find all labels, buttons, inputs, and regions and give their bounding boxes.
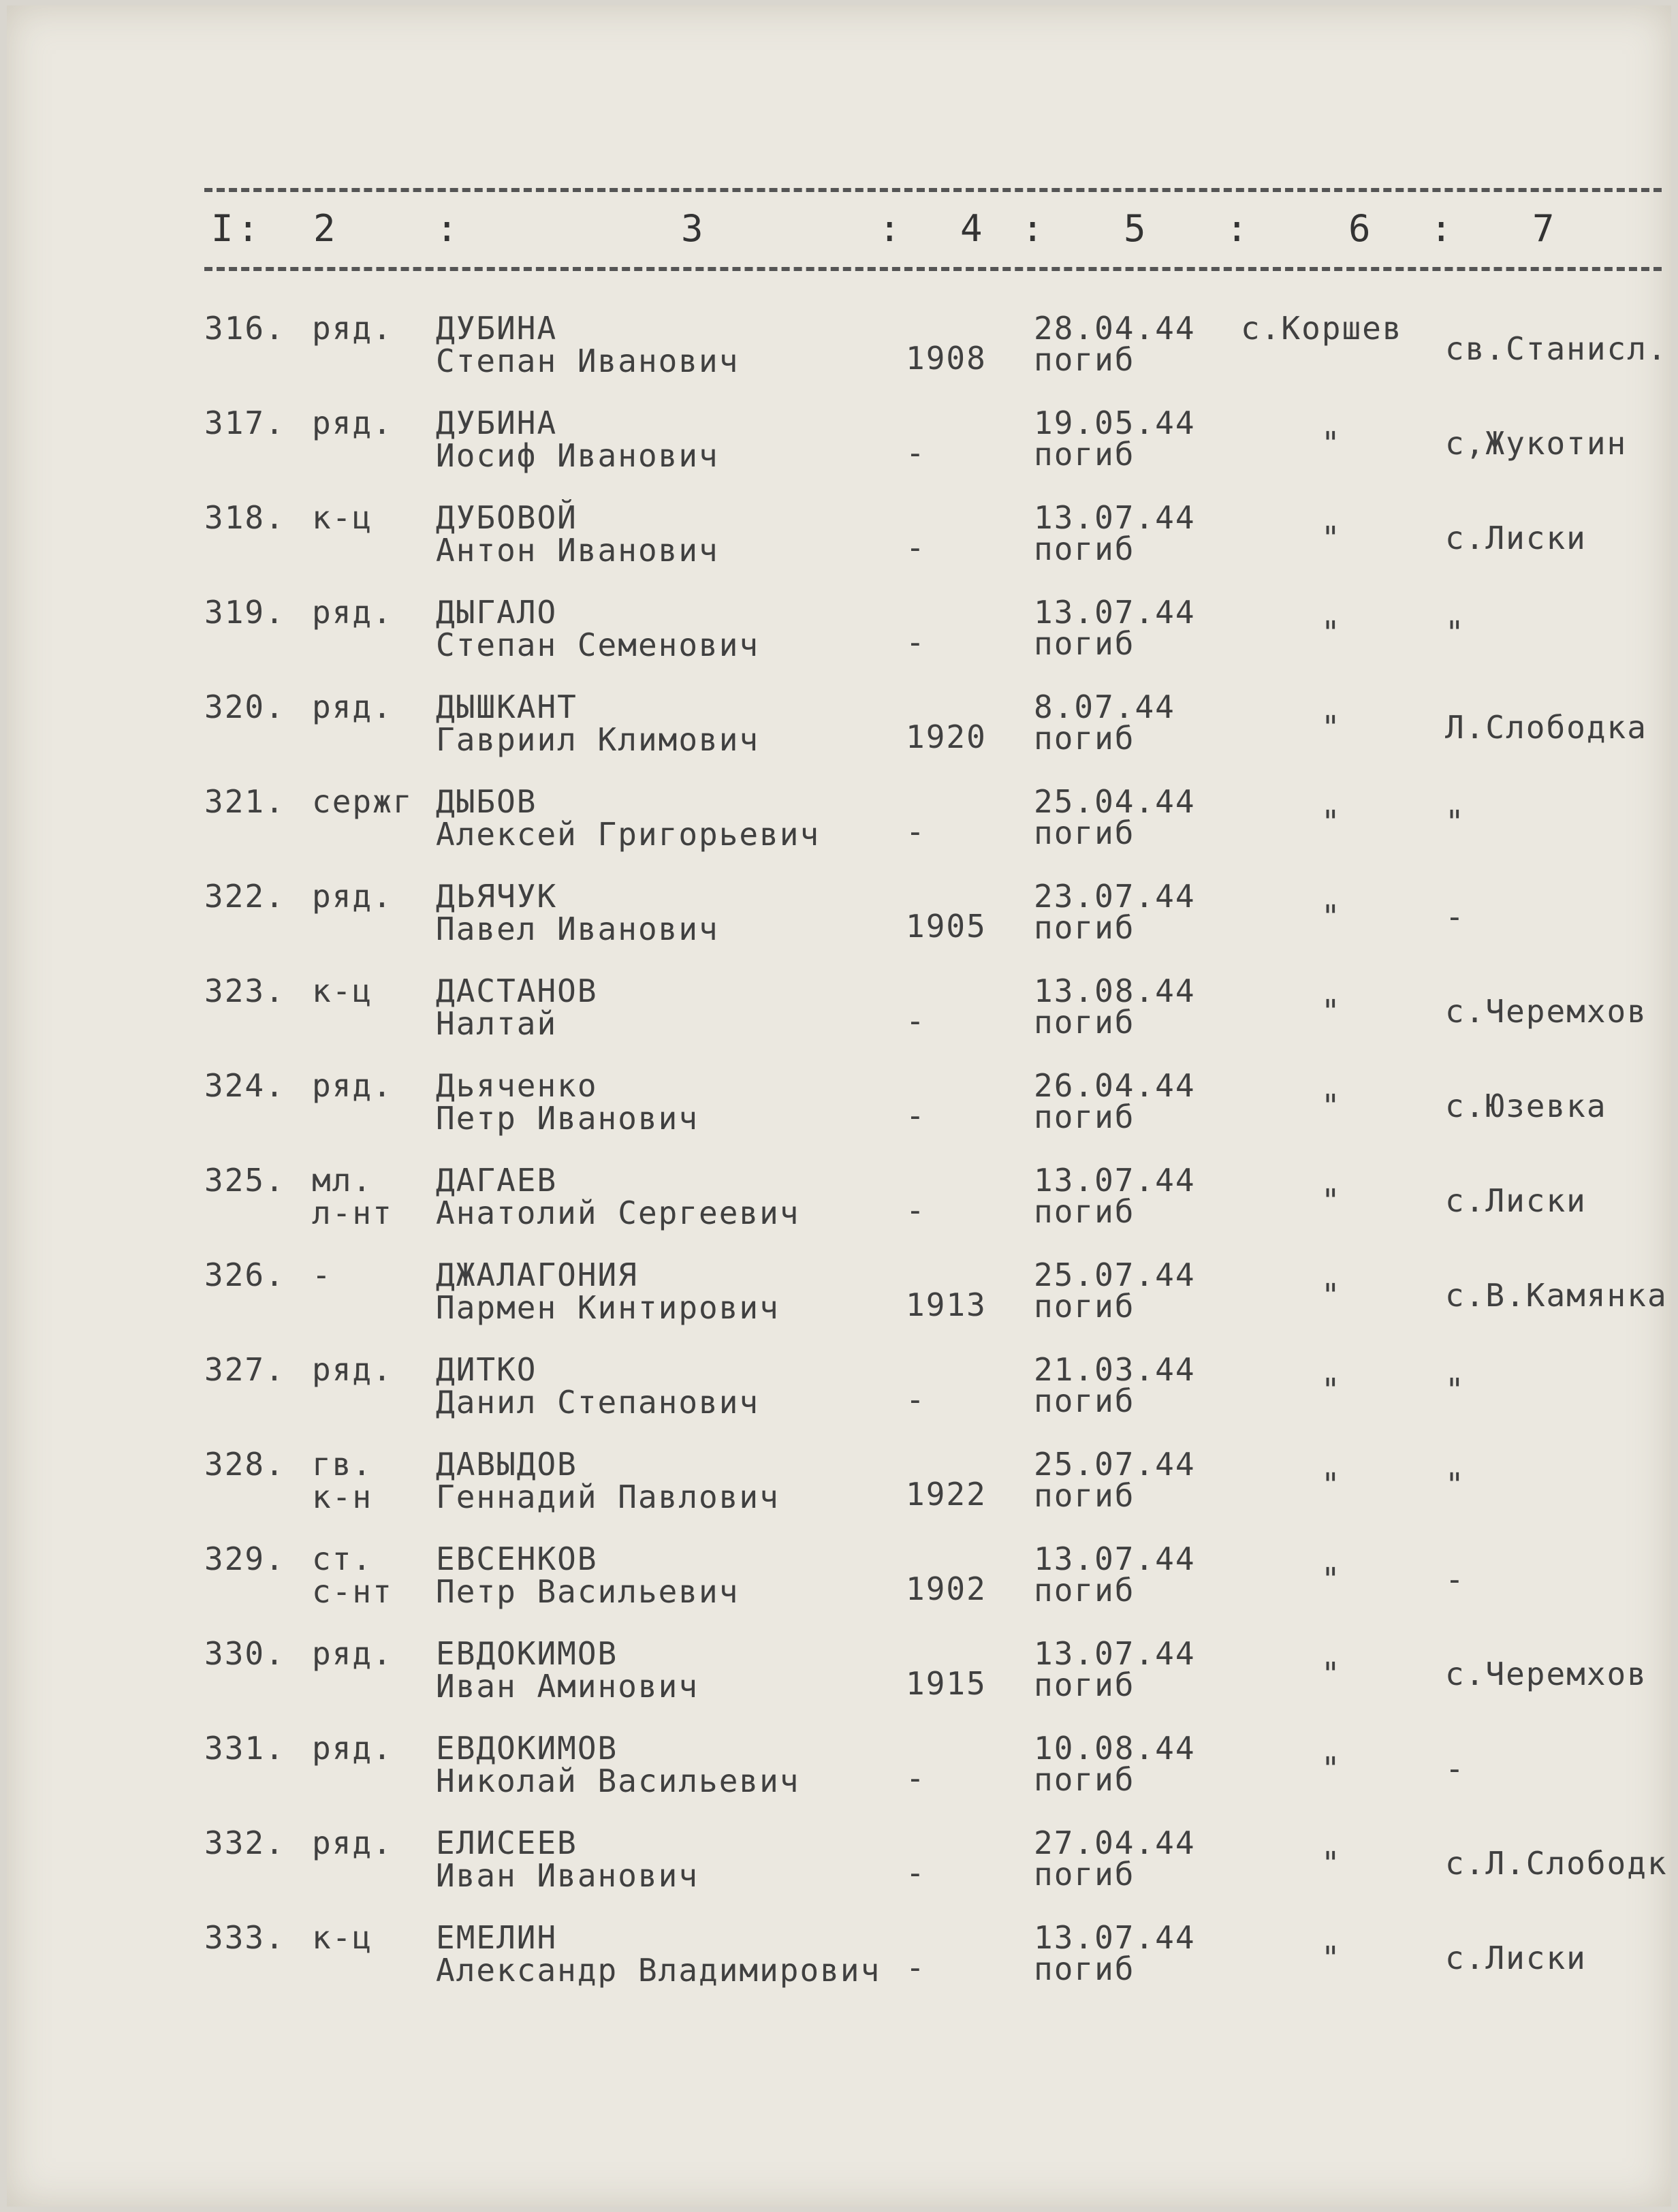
birth-year: - <box>906 813 926 850</box>
given-name: Степан Иванович <box>436 343 740 379</box>
surname: ЕМЕЛИН <box>436 1919 558 1956</box>
column6-value: " <box>1321 1466 1342 1503</box>
table-row <box>0 1067 1678 1162</box>
status: погиб <box>1034 436 1135 473</box>
table-row <box>0 973 1678 1067</box>
surname: ДАВЫДОВ <box>436 1446 577 1483</box>
status: погиб <box>1034 1004 1135 1041</box>
birth-year: - <box>906 1097 926 1134</box>
burial-place: с.Лиски <box>1445 1940 1587 1976</box>
burial-place: с.Л.Слободк <box>1445 1845 1668 1882</box>
rank: ряд. <box>312 1351 393 1388</box>
table-row <box>0 1730 1678 1824</box>
column-separator: : <box>1226 207 1248 250</box>
table-row <box>0 1824 1678 1919</box>
column-header-5: 5 <box>1124 207 1146 250</box>
burial-place: " <box>1445 804 1466 840</box>
birth-year: 1905 <box>906 908 987 945</box>
rank: ряд. <box>312 1067 393 1104</box>
birth-year: - <box>906 624 926 661</box>
burial-place: с.Черемхов <box>1445 1656 1647 1692</box>
status: погиб <box>1034 1950 1135 1987</box>
birth-year: 1920 <box>906 718 987 755</box>
given-name: Николай Васильевич <box>436 1763 800 1799</box>
table-row <box>0 499 1678 594</box>
table-row <box>0 1446 1678 1540</box>
rank: сержг <box>312 783 413 820</box>
record-number: 322. <box>204 878 285 915</box>
birth-year: - <box>906 1381 926 1418</box>
given-name: Иван Аминович <box>436 1668 699 1705</box>
table-row <box>0 1635 1678 1730</box>
record-number: 325. <box>204 1162 285 1199</box>
column6-value: " <box>1321 1372 1342 1408</box>
birth-year: - <box>906 1192 926 1229</box>
birth-year: 1913 <box>906 1286 987 1323</box>
burial-place: св.Станисл. <box>1445 330 1668 367</box>
column6-value: " <box>1321 1561 1342 1598</box>
birth-year: - <box>906 1949 926 1986</box>
date-of-death: 23.07.44 <box>1034 878 1196 915</box>
table-header <box>204 188 1662 271</box>
column6-value: " <box>1321 1750 1342 1787</box>
record-number: 326. <box>204 1257 285 1293</box>
column-separator: : <box>237 207 259 250</box>
record-number: 332. <box>204 1824 285 1861</box>
given-name: Петр Иванович <box>436 1100 699 1137</box>
surname: ДУБОВОЙ <box>436 499 577 536</box>
rank: ряд. <box>312 1824 393 1861</box>
surname: ДИТКО <box>436 1351 537 1388</box>
column-separator: : <box>436 207 458 250</box>
place-of-death: с.Коршев <box>1241 310 1403 347</box>
column6-value: " <box>1321 1182 1342 1219</box>
burial-place: с.В.Камянка <box>1445 1277 1668 1314</box>
rank: ряд. <box>312 1730 393 1767</box>
rank: к-ц <box>312 973 373 1009</box>
burial-place: " <box>1445 1466 1466 1503</box>
given-name: Антон Иванович <box>436 532 719 569</box>
surname: ДЫБОВ <box>436 783 537 820</box>
birth-year: - <box>906 434 926 471</box>
table-row <box>0 1162 1678 1257</box>
column6-value: " <box>1321 425 1342 462</box>
burial-place: с,Жукотин <box>1445 425 1628 462</box>
table-row <box>0 1257 1678 1351</box>
surname: ДЬЯЧУК <box>436 878 558 915</box>
given-name: Данил Степанович <box>436 1384 760 1421</box>
given-name: Иван Иванович <box>436 1857 699 1894</box>
burial-place: с.Лиски <box>1445 520 1587 556</box>
rank-line2: с-нт <box>312 1573 393 1610</box>
status: погиб <box>1034 1288 1135 1325</box>
surname: ДУБИНА <box>436 405 558 441</box>
record-number: 324. <box>204 1067 285 1104</box>
status: погиб <box>1034 1572 1135 1609</box>
column6-value: " <box>1321 1656 1342 1692</box>
column-separator: : <box>1430 207 1453 250</box>
record-number: 317. <box>204 405 285 441</box>
column-header-4: 4 <box>960 207 983 250</box>
rank: ряд. <box>312 594 393 631</box>
column-header-3: 3 <box>681 207 703 250</box>
status: погиб <box>1034 1666 1135 1703</box>
date-of-death: 21.03.44 <box>1034 1351 1196 1388</box>
date-of-death: 13.07.44 <box>1034 1919 1196 1956</box>
status: погиб <box>1034 1193 1135 1230</box>
birth-year: - <box>906 1002 926 1039</box>
rank-line2: л-нт <box>312 1195 393 1231</box>
date-of-death: 10.08.44 <box>1034 1730 1196 1767</box>
date-of-death: 13.07.44 <box>1034 1540 1196 1577</box>
date-of-death: 25.07.44 <box>1034 1257 1196 1293</box>
given-name: Анатолий Сергеевич <box>436 1195 800 1231</box>
record-number: 320. <box>204 689 285 725</box>
record-number: 323. <box>204 973 285 1009</box>
birth-year: - <box>906 1854 926 1891</box>
status: погиб <box>1034 720 1135 757</box>
column-header-1: I <box>211 207 234 250</box>
table-row <box>0 310 1678 405</box>
table-row <box>0 878 1678 973</box>
date-of-death: 13.07.44 <box>1034 594 1196 631</box>
status: погиб <box>1034 1856 1135 1893</box>
column6-value: " <box>1321 1940 1342 1976</box>
column6-value: " <box>1321 1088 1342 1124</box>
surname: Дьяченко <box>436 1067 598 1104</box>
birth-year: 1902 <box>906 1570 987 1607</box>
record-number: 330. <box>204 1635 285 1672</box>
given-name: Алексей Григорьевич <box>436 816 821 853</box>
table-row <box>0 1540 1678 1635</box>
status: погиб <box>1034 1761 1135 1798</box>
surname: ЕЛИСЕЕВ <box>436 1824 577 1861</box>
table-row <box>0 783 1678 878</box>
birth-year: 1915 <box>906 1665 987 1702</box>
table-row <box>0 1919 1678 2014</box>
birth-year: - <box>906 1760 926 1797</box>
record-number: 329. <box>204 1540 285 1577</box>
surname: ДАГАЕВ <box>436 1162 558 1199</box>
table-row <box>0 1351 1678 1446</box>
rank: ряд. <box>312 405 393 441</box>
column-header-7: 7 <box>1532 207 1555 250</box>
status: погиб <box>1034 341 1135 378</box>
burial-place: с.Лиски <box>1445 1182 1587 1219</box>
burial-place: - <box>1445 898 1466 935</box>
status: погиб <box>1034 625 1135 662</box>
column6-value: " <box>1321 804 1342 840</box>
column6-value: " <box>1321 1845 1342 1882</box>
column6-value: " <box>1321 898 1342 935</box>
column-header-2: 2 <box>313 207 336 250</box>
record-number: 333. <box>204 1919 285 1956</box>
record-number: 331. <box>204 1730 285 1767</box>
record-number: 328. <box>204 1446 285 1483</box>
date-of-death: 8.07.44 <box>1034 689 1175 725</box>
surname: ЕВСЕНКОВ <box>436 1540 598 1577</box>
given-name: Павел Иванович <box>436 911 719 947</box>
rank: к-ц <box>312 1919 373 1956</box>
record-number: 316. <box>204 310 285 347</box>
burial-place: с.Юзевка <box>1445 1088 1607 1124</box>
surname: ДЫГАЛО <box>436 594 558 631</box>
rank: гв. <box>312 1446 373 1483</box>
given-name: Налтай <box>436 1005 558 1042</box>
given-name: Пармен Кинтирович <box>436 1289 780 1326</box>
record-number: 321. <box>204 783 285 820</box>
surname: ДЫШКАНТ <box>436 689 577 725</box>
date-of-death: 13.07.44 <box>1034 1635 1196 1672</box>
surname: ДУБИНА <box>436 310 558 347</box>
date-of-death: 13.07.44 <box>1034 499 1196 536</box>
birth-year: 1922 <box>906 1476 987 1513</box>
column6-value: " <box>1321 993 1342 1030</box>
rank: мл. <box>312 1162 373 1199</box>
date-of-death: 13.07.44 <box>1034 1162 1196 1199</box>
rank: ряд. <box>312 689 393 725</box>
record-number: 327. <box>204 1351 285 1388</box>
status: погиб <box>1034 815 1135 851</box>
status: погиб <box>1034 909 1135 946</box>
rank: ст. <box>312 1540 373 1577</box>
burial-place: - <box>1445 1561 1466 1598</box>
birth-year: - <box>906 529 926 566</box>
rank: ряд. <box>312 310 393 347</box>
table-row <box>0 594 1678 689</box>
status: погиб <box>1034 1477 1135 1514</box>
record-number: 318. <box>204 499 285 536</box>
status: погиб <box>1034 531 1135 567</box>
status: погиб <box>1034 1382 1135 1419</box>
surname: ЕВДОКИМОВ <box>436 1730 618 1767</box>
rank: - <box>312 1257 332 1293</box>
rank: к-ц <box>312 499 373 536</box>
table-row <box>0 689 1678 783</box>
date-of-death: 13.08.44 <box>1034 973 1196 1009</box>
column6-value: " <box>1321 520 1342 556</box>
date-of-death: 28.04.44 <box>1034 310 1196 347</box>
rank: ряд. <box>312 1635 393 1672</box>
status: погиб <box>1034 1099 1135 1135</box>
birth-year: 1908 <box>906 340 987 377</box>
column6-value: " <box>1321 709 1342 746</box>
date-of-death: 25.07.44 <box>1034 1446 1196 1483</box>
given-name: Геннадий Павлович <box>436 1479 780 1515</box>
record-number: 319. <box>204 594 285 631</box>
burial-place: " <box>1445 1372 1466 1408</box>
burial-place: " <box>1445 614 1466 651</box>
date-of-death: 26.04.44 <box>1034 1067 1196 1104</box>
column6-value: " <box>1321 614 1342 651</box>
given-name: Александр Владимирович <box>436 1952 881 1989</box>
surname: ЕВДОКИМОВ <box>436 1635 618 1672</box>
column-separator: : <box>1022 207 1044 250</box>
column-header-6: 6 <box>1348 207 1371 250</box>
rank-line2: к-н <box>312 1479 373 1515</box>
given-name: Гавриил Климович <box>436 721 760 758</box>
date-of-death: 27.04.44 <box>1034 1824 1196 1861</box>
table-row <box>0 405 1678 499</box>
column6-value: " <box>1321 1277 1342 1314</box>
surname: ДАСТАНОВ <box>436 973 598 1009</box>
burial-place: - <box>1445 1750 1466 1787</box>
given-name: Петр Васильевич <box>436 1573 740 1610</box>
burial-place: Л.Слободка <box>1445 709 1647 746</box>
surname: ДЖАЛАГОНИЯ <box>436 1257 638 1293</box>
date-of-death: 25.04.44 <box>1034 783 1196 820</box>
column-separator: : <box>878 207 901 250</box>
burial-place: с.Черемхов <box>1445 993 1647 1030</box>
date-of-death: 19.05.44 <box>1034 405 1196 441</box>
given-name: Иосиф Иванович <box>436 437 719 474</box>
given-name: Степан Семенович <box>436 627 760 663</box>
rank: ряд. <box>312 878 393 915</box>
